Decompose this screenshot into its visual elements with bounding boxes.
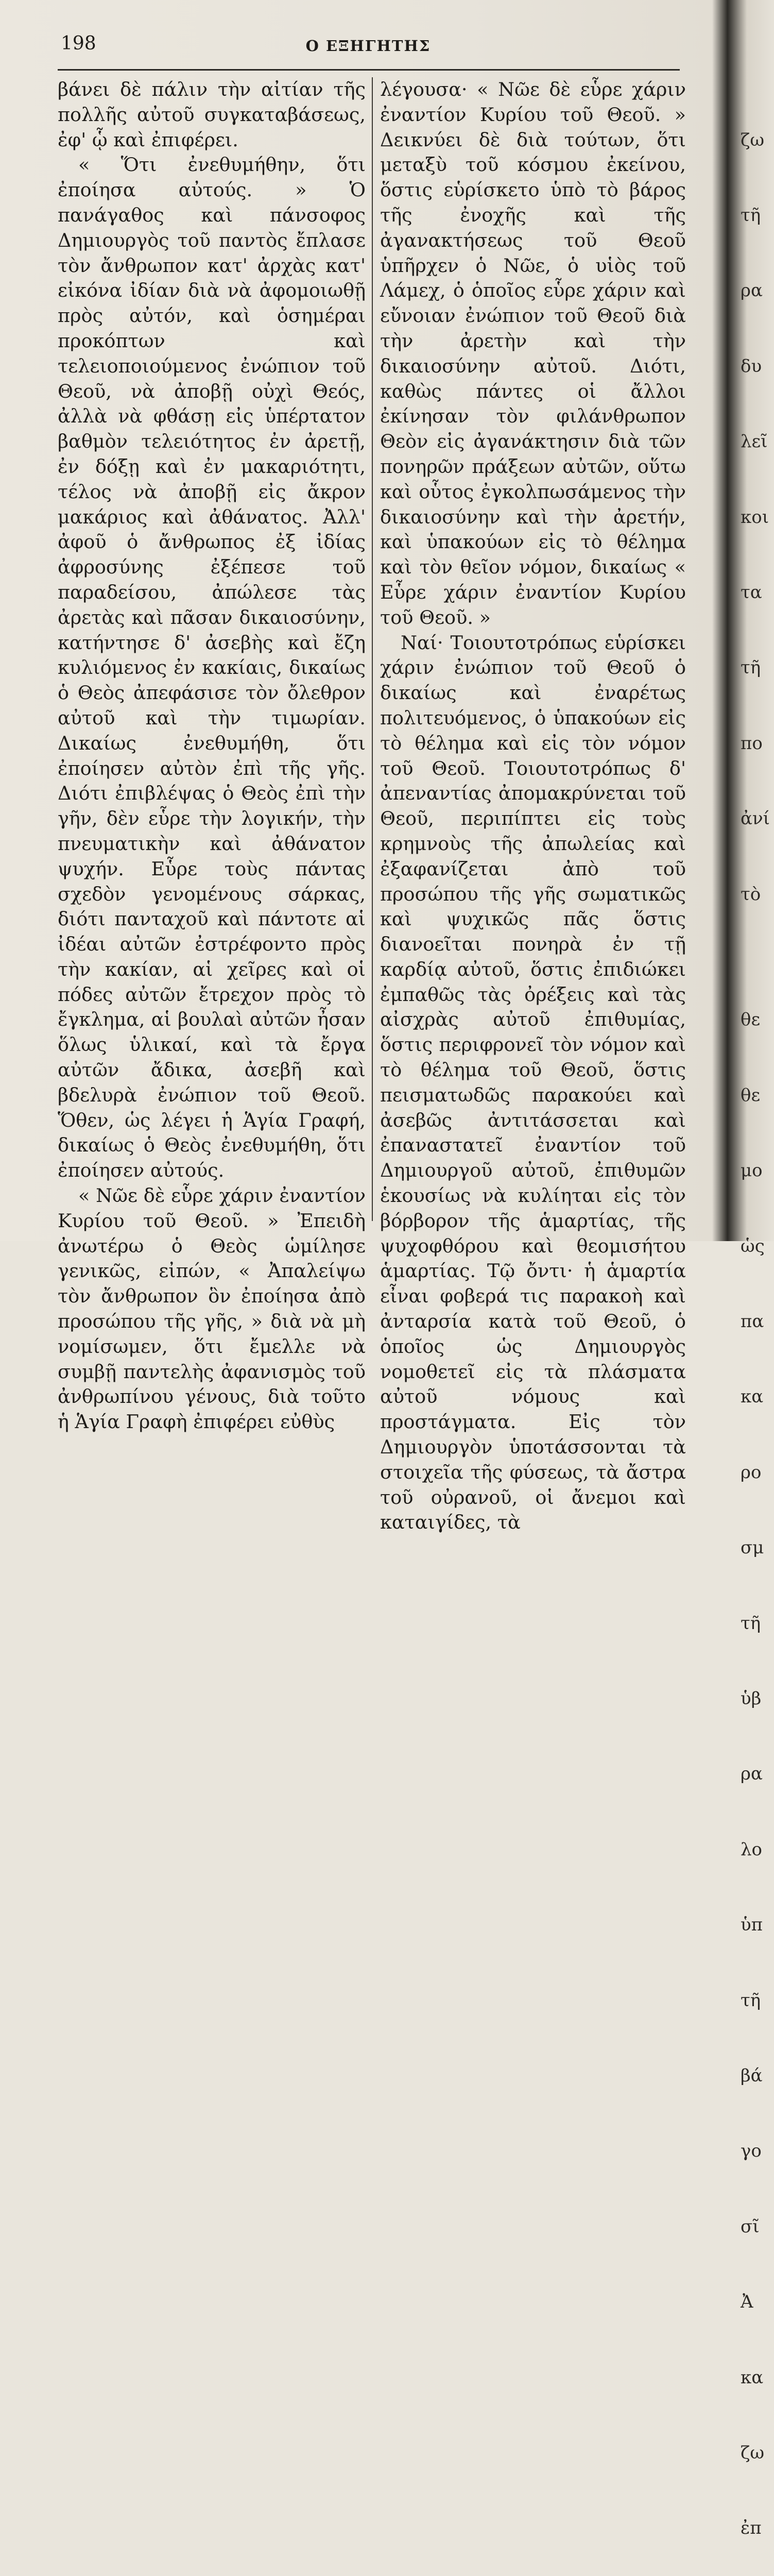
edge-fragment: θε [741, 1084, 761, 1106]
edge-fragment: κα [741, 2367, 764, 2388]
edge-fragment: ὡς [741, 1235, 765, 1257]
paragraph: « Νῶε δὲ εὗρε χάριν ἐναντίον Κυρίου τοῦ Θεοῦ. » Ἐπειδὴ ἀνωτέρω ὁ Θεὸς ὡμίλησε γενικῶς, εἰπών, « Ἀπαλείψω τὸν ἄνθρωπον ὃν ἐποίησα ἀπὸ προσώπου τῆς γῆς, » διὰ νὰ μὴ νομίσωμεν, ὅτι ἔμελλε νὰ συμβῇ παντελὴς ἀφανισμὸς τοῦ ἀνθρωπίνου γένους, διὰ τοῦτο ἡ Ἁγία Γραφὴ ἐπιφέρει εὐθὺς [58, 1184, 366, 1433]
column-divider [372, 77, 373, 1221]
right-column [380, 77, 686, 1534]
edge-fragment: λο [741, 1839, 763, 1860]
page-header [57, 30, 680, 61]
edge-fragment: θε [741, 1009, 761, 1030]
edge-fragment: σμ [741, 1537, 764, 1558]
edge-fragment: κοι [741, 506, 769, 528]
edge-fragment: τῆ [741, 657, 761, 679]
paragraph: Ναί· Τοιουτοτρόπως εὑρίσκει χάριν ἐνώπιον τοῦ Θεοῦ ὁ δικαίως καὶ ἐναρέτως πολιτευόμενος, ὁ ὑπακούων εἰς τὸ θέλημα καὶ εἰς τὸν νόμον τοῦ Θεοῦ. Τοιουτοτρόπως δ' ἀπεναντίας ἀπομακρύνεται τοῦ Θεοῦ, περιπίπτει εἰς τοὺς κρημνοὺς τῆς ἀπωλείας καὶ ἐξαφανίζεται ἀπὸ τοῦ προσώπου τῆς γῆς σωματικῶς καὶ ψυχικῶς πᾶς ὅστις διανοεῖται πονηρὰ ἐν τῇ καρδίᾳ αὐτοῦ, ὅστις ἐπιδιώκει ἐμπαθῶς τὰς ὀρέξεις καὶ τὰς αἰσχρὰς αὐτοῦ ἐπιθυμίας, ὅστις περιφρονεῖ τὸν νόμον καὶ τὸ θέλημα τοῦ Θεοῦ, ὅστις πεισματωδῶς παρακούει καὶ ἀσεβῶς ἀντιτάσσεται καὶ ἐπαναστατεῖ ἐναντίον τοῦ Δημιουργοῦ αὐτοῦ, ἐπιθυμῶν ἑκουσίως νὰ κυλίηται εἰς τὸν βόρβορον τῆς ἁμαρτίας, τῆς ψυχοφθόρου καὶ θεομισήτου ἁμαρτίας. Τῷ ὄντι· ἡ ἁμαρτία εἶναι φοβερά τις παρακοὴ καὶ ἀνταρσία κατὰ τοῦ Θεοῦ, ὁ ὁποῖος ὡς Δημιουργὸς νομοθετεῖ εἰς τὰ πλάσματα αὐτοῦ νόμους καὶ προστάγματα. Εἰς τὸν Δημιουργὸν ὑποτάσσονται τὰ στοιχεῖα τῆς φύσεως, τὰ ἄστρα τοῦ οὐρανοῦ, οἱ ἄνεμοι καὶ καταιγίδες, τὰ [380, 631, 686, 1534]
edge-fragment: πα [741, 1311, 764, 1332]
edge-fragment: ζω [741, 2442, 765, 2463]
paragraph: λέγουσα· « Νῶε δὲ εὗρε χάριν ἐναντίον Κυρίου τοῦ Θεοῦ. » Δεικνύει δὲ διὰ τούτων, ὅτι μεταξὺ τοῦ κόσμου ἐκείνου, ὅστις εὑρίσκετο ὑπὸ τὸ βάρος τῆς ἐνοχῆς καὶ τῆς ἀγανακτήσεως τοῦ Θεοῦ ὑπῆρχεν ὁ Νῶε, ὁ υἱὸς τοῦ Λάμεχ, ὁ ὁποῖος εὗρε χάριν καὶ εὔνοιαν ἐνώπιον τοῦ Θεοῦ διὰ τὴν ἀρετὴν καὶ τὴν δικαιοσύνην αὐτοῦ. Διότι, καθὼς πάντες οἱ ἄλλοι ἐκίνησαν τὸν φιλάνθρωπον Θεὸν εἰς ἀγανάκτησιν διὰ τῶν πονηρῶν πράξεων αὐτῶν, οὕτω καὶ οὗτος ἐγκολπωσάμενος τὴν δικαιοσύνην καὶ τὴν ἀρετήν, καὶ ὑπακούων εἰς τὸ θέλημα καὶ τὸν θεῖον νόμον, δικαίως « Εὗρε χάριν ἐναντίον Κυρίου τοῦ Θεοῦ. » [380, 78, 686, 629]
edge-fragment: Ἀ [741, 2292, 753, 2313]
paragraph: βάνει δὲ πάλιν τὴν αἰτίαν τῆς πολλῆς αὐτοῦ συγκαταβάσεως, ἐφ' ᾧ καὶ ἐπιφέρει. [58, 78, 366, 151]
edge-fragment: τῆ [741, 1990, 761, 2011]
edge-fragment: πο [741, 733, 763, 754]
edge-fragment: τα [741, 582, 762, 603]
edge-fragment: ἀνί [741, 808, 770, 829]
edge-fragment: δυ [741, 355, 762, 377]
edge-fragment: ρο [741, 1462, 762, 1483]
edge-fragment: σῖ [741, 2216, 760, 2237]
edge-fragment: ζω [741, 129, 765, 150]
edge-fragment: ὑπ [741, 1914, 763, 1936]
next-page-edge [741, 77, 774, 2539]
edge-fragment: βά [741, 2065, 763, 2086]
edge-fragment: ρα [741, 280, 763, 301]
edge-fragment: τῆ [741, 1613, 761, 1634]
header-rule [58, 69, 680, 71]
edge-fragment: μο [741, 1160, 763, 1181]
edge-fragment: ἐπ [741, 2518, 762, 2539]
edge-fragment: γο [741, 2141, 762, 2162]
edge-fragment: λεῖ [741, 431, 768, 452]
running-title: Ο ΕΞΗΓΗΤΗΣ [305, 37, 431, 55]
edge-fragment: ὑβ [741, 1688, 762, 1709]
edge-fragment: ρα [741, 1764, 763, 1785]
edge-fragment: κα [741, 1386, 764, 1408]
page-number: 198 [61, 33, 96, 54]
left-column [58, 77, 366, 1433]
edge-fragment: τὸ [741, 884, 761, 905]
paragraph: « Ὅτι ἐνεθυμήθην, ὅτι ἐποίησα αὐτούς. » Ὁ πανάγαθος καὶ πάνσοφος Δημιουργὸς τοῦ παντὸς ἔπλασε τὸν ἄνθρωπον κατ' ἀρχὰς κατ' εἰκόνα ἰδίαν διὰ νὰ ἀφομοιωθῇ πρὸς αὐτόν, καὶ ὁσημέραι προκόπτων καὶ τελειοποιούμενος ἐνώπιον τοῦ Θεοῦ, νὰ ἀποβῇ οὐχὶ Θεός, ἀλλὰ νὰ φθάσῃ εἰς ὑπέρτατον βαθμὸν τελειότητος ἐν ἀρετῇ, ἐν δόξῃ καὶ ἐν μακαριότητι, τέλος νὰ ἀποβῇ εἰς ἄκρον μακάριος καὶ ἀθάνατος. Ἀλλ' ἀφοῦ ὁ ἄνθρωπος ἐξ ἰδίας ἀφροσύνης ἐξέπεσε τοῦ παραδείσου, ἀπώλεσε τὰς ἀρετὰς καὶ πᾶσαν δικαιοσύνην, κατήντησε δ' ἀσεβὴς καὶ ἔζη κυλιόμενος ἐν κακίαις, δικαίως ὁ Θεὸς ἀπεφάσισε τὸν ὄλεθρον αὐτοῦ καὶ τὴν τιμωρίαν. Δικαίως ἐνεθυμήθη, ὅτι ἐποίησεν αὐτὸν ἐπὶ τῆς γῆς. Διότι ἐπιβλέψας ὁ Θεὸς ἐπὶ τὴν γῆν, δὲν εὗρε τὴν λογικήν, τὴν πνευματικὴν καὶ ἀθάνατον ψυχήν. Εὗρε τοὺς πάντας σχεδὸν γενομένους σάρκας, διότι πανταχοῦ καὶ πάντοτε αἱ ἰδέαι αὐτῶν ἐστρέφοντο πρὸς τὴν κακίαν, αἱ χεῖρες καὶ οἱ πόδες αὐτῶν ἔτρεχον πρὸς τὸ ἔγκλημα, αἱ βουλαὶ αὐτῶν ἦσαν ὅλως ὑλικαί, καὶ τὰ ἔργα αὐτῶν ἄδικα, ἀσεβῆ καὶ βδελυρὰ ἐνώπιον τοῦ Θεοῦ. Ὅθεν, ὡς λέγει ἡ Ἁγία Γραφή, δικαίως ὁ Θεὸς ἐνεθυμήθη, ὅτι ἐποίησεν αὐτούς. [58, 154, 366, 1182]
edge-fragment: τῆ [741, 205, 761, 226]
